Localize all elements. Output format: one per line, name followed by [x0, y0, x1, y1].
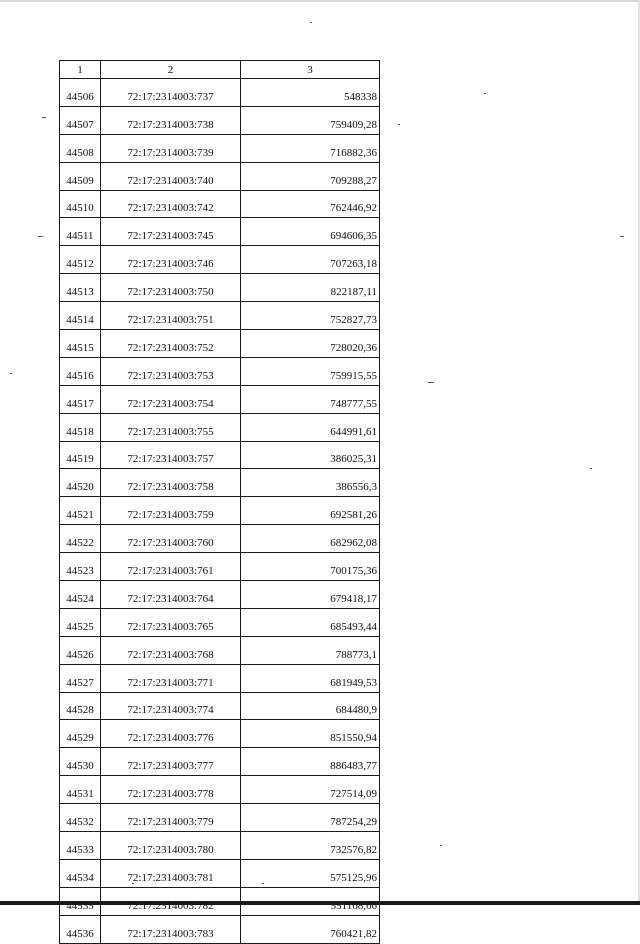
- table-row: [60, 162, 380, 190]
- cadastral-number-cell: 72:17:2314003:738: [101, 106, 241, 134]
- table-row: [60, 581, 380, 609]
- scan-speck: [398, 124, 400, 125]
- row-number-cell: 44526: [60, 636, 101, 664]
- row-number-cell: 44527: [60, 664, 101, 692]
- table-row: [60, 664, 380, 692]
- row-number-cell: 44531: [60, 776, 101, 804]
- row-number-cell: 44511: [60, 218, 101, 246]
- cadastral-number-cell: 72:17:2314003:754: [101, 385, 241, 413]
- row-number-cell: 44515: [60, 330, 101, 358]
- table-row: [60, 497, 380, 525]
- scan-speck: [10, 373, 12, 374]
- scan-speck: [620, 236, 624, 237]
- row-number-cell: 44520: [60, 469, 101, 497]
- value-cell: 694606,35: [241, 218, 380, 246]
- cadastral-number-cell: 72:17:2314003:750: [101, 274, 241, 302]
- row-number-cell: 44534: [60, 859, 101, 887]
- row-number-cell: 44530: [60, 748, 101, 776]
- row-number-cell: 44519: [60, 441, 101, 469]
- value-cell: 732576,82: [241, 832, 380, 860]
- value-cell: 886483,77: [241, 748, 380, 776]
- value-cell: 548338: [241, 79, 380, 107]
- value-cell: 692581,26: [241, 497, 380, 525]
- row-number-cell: 44536: [60, 915, 101, 943]
- value-cell: 788773,1: [241, 636, 380, 664]
- value-cell: 682962,08: [241, 525, 380, 553]
- cadastral-number-cell: 72:17:2314003:757: [101, 441, 241, 469]
- cadastral-number-cell: 72:17:2314003:782: [101, 887, 241, 915]
- value-cell: 575125,96: [241, 859, 380, 887]
- row-number-cell: 44514: [60, 302, 101, 330]
- row-number-cell: 44506: [60, 79, 101, 107]
- cadastral-number-cell: 72:17:2314003:781: [101, 859, 241, 887]
- value-cell: 681949,53: [241, 664, 380, 692]
- table-row: [60, 748, 380, 776]
- cadastral-number-cell: 72:17:2314003:777: [101, 748, 241, 776]
- table-row: [60, 79, 380, 107]
- value-cell: 716882,36: [241, 134, 380, 162]
- row-number-cell: 44507: [60, 106, 101, 134]
- value-cell: 684480,9: [241, 692, 380, 720]
- value-cell: 759409,28: [241, 106, 380, 134]
- table-row: [60, 246, 380, 274]
- table-row: [60, 385, 380, 413]
- table-row: [60, 302, 380, 330]
- row-number-cell: 44521: [60, 497, 101, 525]
- table-row: [60, 608, 380, 636]
- cadastral-number-cell: 72:17:2314003:739: [101, 134, 241, 162]
- value-cell: 748777,55: [241, 385, 380, 413]
- row-number-cell: 44524: [60, 581, 101, 609]
- value-cell: 760421,82: [241, 915, 380, 943]
- table-row: [60, 469, 380, 497]
- row-number-cell: 44518: [60, 413, 101, 441]
- cadastral-number-cell: 72:17:2314003:740: [101, 162, 241, 190]
- cadastral-number-cell: 72:17:2314003:771: [101, 664, 241, 692]
- table-row: [60, 330, 380, 358]
- value-cell: 386556,3: [241, 469, 380, 497]
- row-number-cell: 44529: [60, 720, 101, 748]
- value-cell: 679418,17: [241, 581, 380, 609]
- table-row: [60, 887, 380, 915]
- row-number-cell: 44525: [60, 608, 101, 636]
- scan-speck: [590, 468, 592, 469]
- value-cell: 707263,18: [241, 246, 380, 274]
- header-col-1: 1: [60, 61, 101, 79]
- header-col-3: 3: [241, 61, 380, 79]
- row-number-cell: 44510: [60, 190, 101, 218]
- row-number-cell: 44517: [60, 385, 101, 413]
- cadastral-number-cell: 72:17:2314003:761: [101, 553, 241, 581]
- table-row: [60, 106, 380, 134]
- table-row: [60, 553, 380, 581]
- value-cell: 644991,61: [241, 413, 380, 441]
- cadastral-number-cell: 72:17:2314003:759: [101, 497, 241, 525]
- value-cell: 727514,09: [241, 776, 380, 804]
- table-row: [60, 357, 380, 385]
- cadastral-number-cell: 72:17:2314003:755: [101, 413, 241, 441]
- row-number-cell: 44532: [60, 804, 101, 832]
- row-number-cell: 44523: [60, 553, 101, 581]
- cadastral-number-cell: 72:17:2314003:737: [101, 79, 241, 107]
- value-cell: 762446,92: [241, 190, 380, 218]
- cadastral-table: [59, 60, 380, 944]
- table-body: [60, 79, 380, 944]
- value-cell: 728020,36: [241, 330, 380, 358]
- value-cell: 851550,94: [241, 720, 380, 748]
- scan-speck: [440, 845, 442, 846]
- cadastral-number-cell: 72:17:2314003:783: [101, 915, 241, 943]
- table-row: [60, 636, 380, 664]
- cadastral-number-cell: 72:17:2314003:779: [101, 804, 241, 832]
- row-number-cell: 44508: [60, 134, 101, 162]
- table-row: [60, 692, 380, 720]
- scan-speck: [484, 93, 486, 94]
- cadastral-number-cell: 72:17:2314003:764: [101, 581, 241, 609]
- cadastral-number-cell: 72:17:2314003:753: [101, 357, 241, 385]
- table-row: [60, 832, 380, 860]
- value-cell: 822187,11: [241, 274, 380, 302]
- cadastral-number-cell: 72:17:2314003:765: [101, 608, 241, 636]
- table-row: [60, 218, 380, 246]
- cadastral-number-cell: 72:17:2314003:751: [101, 302, 241, 330]
- value-cell: 700175,36: [241, 553, 380, 581]
- cadastral-number-cell: 72:17:2314003:774: [101, 692, 241, 720]
- value-cell: 386025,31: [241, 441, 380, 469]
- table-row: [60, 720, 380, 748]
- table-row: [60, 274, 380, 302]
- table-row: [60, 915, 380, 943]
- cadastral-number-cell: 72:17:2314003:745: [101, 218, 241, 246]
- row-number-cell: 44512: [60, 246, 101, 274]
- scan-speck: [428, 382, 434, 383]
- row-number-cell: 44516: [60, 357, 101, 385]
- table-row: [60, 776, 380, 804]
- cadastral-number-cell: 72:17:2314003:778: [101, 776, 241, 804]
- value-cell: 752827,73: [241, 302, 380, 330]
- cadastral-number-cell: 72:17:2314003:768: [101, 636, 241, 664]
- table-row: [60, 441, 380, 469]
- row-number-cell: 44513: [60, 274, 101, 302]
- row-number-cell: 44509: [60, 162, 101, 190]
- value-cell: 759915,55: [241, 357, 380, 385]
- row-number-cell: 44528: [60, 692, 101, 720]
- table-row: [60, 190, 380, 218]
- scan-speck: [38, 236, 43, 237]
- cadastral-number-cell: 72:17:2314003:758: [101, 469, 241, 497]
- value-cell: 685493,44: [241, 608, 380, 636]
- table-row: [60, 859, 380, 887]
- table-header: [60, 61, 380, 79]
- cadastral-number-cell: 72:17:2314003:760: [101, 525, 241, 553]
- scan-speck: [42, 117, 46, 118]
- header-row: [60, 61, 380, 79]
- row-number-cell: 44522: [60, 525, 101, 553]
- cadastral-number-cell: 72:17:2314003:776: [101, 720, 241, 748]
- header-col-2: 2: [101, 61, 241, 79]
- cadastral-number-cell: 72:17:2314003:746: [101, 246, 241, 274]
- scan-speck: [310, 22, 312, 23]
- cadastral-number-cell: 72:17:2314003:742: [101, 190, 241, 218]
- cadastral-number-cell: 72:17:2314003:780: [101, 832, 241, 860]
- cadastral-number-cell: 72:17:2314003:752: [101, 330, 241, 358]
- value-cell: 787254,29: [241, 804, 380, 832]
- table-row: [60, 804, 380, 832]
- row-number-cell: 44535: [60, 887, 101, 915]
- page-edge-top: [0, 0, 640, 2]
- value-cell: 551168,66: [241, 887, 380, 915]
- table-row: [60, 525, 380, 553]
- value-cell: 709288,27: [241, 162, 380, 190]
- table-row: [60, 413, 380, 441]
- row-number-cell: 44533: [60, 832, 101, 860]
- table-row: [60, 134, 380, 162]
